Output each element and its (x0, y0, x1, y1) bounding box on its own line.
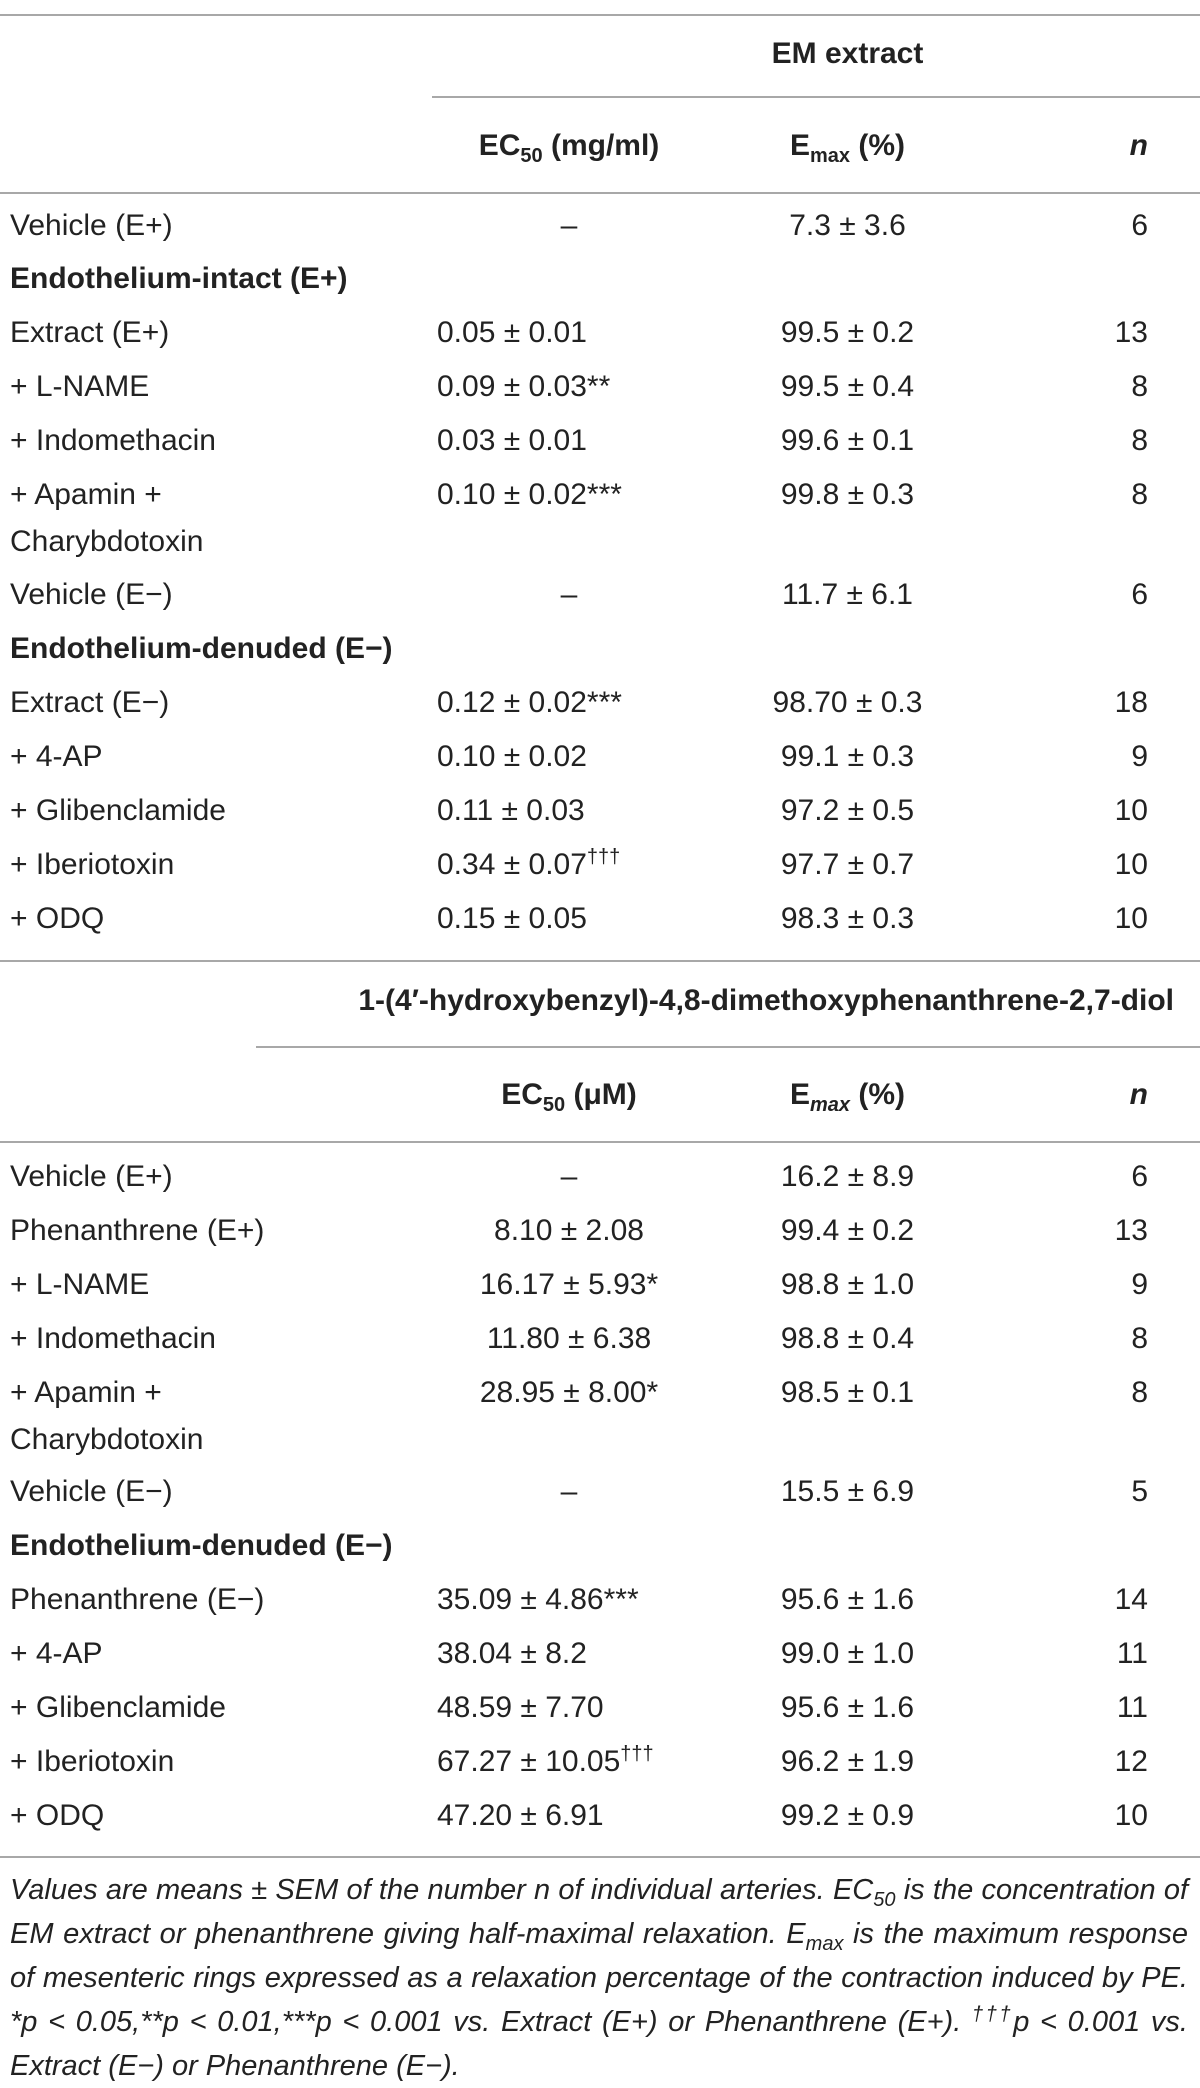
table-row-ec50: 0.12 ± 0.02*** (437, 686, 622, 719)
table-row-label: Extract (E−) (10, 686, 170, 719)
table-row-label-cont: Charybdotoxin (10, 525, 204, 558)
table-row-label: + Iberiotoxin (10, 1745, 175, 1778)
table-row-ec50: 0.05 ± 0.01 (437, 316, 587, 349)
table-row-ec50: 67.27 ± 10.05††† (437, 1743, 654, 1778)
table-row-n: 13 (1114, 316, 1148, 349)
section1-group-title: EM extract (771, 37, 924, 70)
table-row-label-cont: Charybdotoxin (10, 1423, 204, 1456)
table-row-n: 8 (1131, 478, 1148, 511)
table-row-ec50: – (560, 209, 578, 242)
table-row-emax: 97.2 ± 0.5 (780, 794, 915, 827)
table-row-n: 8 (1131, 1376, 1148, 1409)
table-row-emax: 99.4 ± 0.2 (780, 1214, 915, 1247)
section1-emax-header: $E_{max}$ (%) (789, 129, 906, 167)
table-row-emax: 95.6 ± 1.6 (780, 1583, 915, 1616)
section-subheading: Endothelium-intact (E+) (10, 262, 348, 295)
table-row-emax: 98.5 ± 0.1 (780, 1376, 915, 1409)
table-row-emax: 95.6 ± 1.6 (780, 1691, 915, 1724)
table-row-n: 9 (1131, 1268, 1148, 1301)
section2-n-header: n (1129, 1078, 1148, 1111)
table-row-label: + ODQ (10, 902, 105, 935)
table-row-label: Phenanthrene (E+) (10, 1214, 265, 1247)
table-row-n: 10 (1114, 848, 1148, 881)
section2-group-title: 1-(4′-hydroxybenzyl)-4,8-dimethoxyphenanthrene-2,7-diol (358, 984, 1174, 1017)
table-row-ec50: 0.34 ± 0.07††† (437, 846, 621, 881)
table-row-emax: 99.6 ± 0.1 (780, 424, 915, 457)
table-row-ec50: 35.09 ± 4.86*** (437, 1583, 639, 1616)
table-row-n: 13 (1114, 1214, 1148, 1247)
table-row-n: 11 (1116, 1637, 1148, 1670)
table-row-ec50: 28.95 ± 8.00* (479, 1376, 659, 1409)
table-row-ec50: – (560, 1160, 578, 1193)
section1-ec50-header: $EC_{50}$ (mg/ml) (478, 129, 660, 167)
table-row-n: 8 (1131, 424, 1148, 457)
table-row-n: 10 (1114, 794, 1148, 827)
table-row-label: Vehicle (E−) (10, 578, 173, 611)
table-row-label: + ODQ (10, 1799, 105, 1832)
section2-emax-header: $E_{max}$ (%) (789, 1078, 906, 1116)
table-row-label: + Glibenclamide (10, 1691, 226, 1724)
table-row-ec50: 11.80 ± 6.38 (486, 1322, 652, 1355)
table-row-emax: 98.3 ± 0.3 (780, 902, 915, 935)
section1-header-rule (0, 192, 1200, 194)
table-row-emax: 15.5 ± 6.9 (780, 1475, 915, 1508)
table-row-emax: 7.3 ± 3.6 (789, 209, 906, 242)
table-row-ec50: 48.59 ± 7.70 (437, 1691, 604, 1724)
table-row-label: Extract (E+) (10, 316, 170, 349)
table-footnote: Values are means ± SEM of the number n of individual arteries. $EC_{50}$ is the concentration of EM extract or phenanthrene giving half-maximal relaxation. $E_{max}$ is the maximum response of mesenteric rings expressed as a relaxation percentage of the contraction induced by PE. *p < 0.05,**p < 0.01,***p < 0.001 vs. Extract (E+) or Phenanthrene (E+). †††p < 0.001 vs. Extract (E−) or Phenanthrene (E−). (10, 1874, 1188, 2082)
table-row-emax: 99.1 ± 0.3 (780, 740, 915, 773)
table-row-emax: 16.2 ± 8.9 (780, 1160, 915, 1193)
table-row-label: + Iberiotoxin (10, 848, 175, 881)
table-row-label: + 4-AP (10, 1637, 103, 1670)
table-row-label: Vehicle (E−) (10, 1475, 173, 1508)
table-row-n: 6 (1131, 209, 1148, 242)
section2-group-rule (256, 1046, 1200, 1048)
table-row-ec50: 0.03 ± 0.01 (437, 424, 587, 457)
table-row-label: Vehicle (E+) (10, 1160, 173, 1193)
table-row-ec50: 47.20 ± 6.91 (437, 1799, 604, 1832)
table-row-n: 18 (1114, 686, 1148, 719)
table-row-n: 6 (1131, 1160, 1148, 1193)
table-row-label: + 4-AP (10, 740, 103, 773)
table-row-emax: 99.5 ± 0.2 (780, 316, 915, 349)
table-row-emax: 11.7 ± 6.1 (781, 578, 913, 611)
table-row-emax: 99.0 ± 1.0 (780, 1637, 915, 1670)
section2-header-rule (0, 1141, 1200, 1143)
table-row-n: 11 (1116, 1691, 1148, 1724)
table-row-n: 9 (1131, 740, 1148, 773)
table-row-emax: 99.8 ± 0.3 (780, 478, 915, 511)
table-row-label: + Apamin + (10, 478, 162, 511)
table-row-label: + L-NAME (10, 1268, 150, 1301)
table-row-label: + Apamin + (10, 1376, 162, 1409)
table-row-emax: 98.8 ± 0.4 (780, 1322, 915, 1355)
table-row-emax: 97.7 ± 0.7 (780, 848, 915, 881)
table-row-emax: 98.70 ± 0.3 (772, 686, 923, 719)
table-row-ec50: 8.10 ± 2.08 (494, 1214, 644, 1247)
table-row-ec50: 38.04 ± 8.2 (437, 1637, 587, 1670)
table-row-ec50: 0.10 ± 0.02 (437, 740, 587, 773)
table-row-emax: 99.2 ± 0.9 (780, 1799, 915, 1832)
dagger-mark: ††† (586, 846, 621, 868)
section-divider-rule (0, 960, 1200, 962)
table-row-emax: 96.2 ± 1.9 (780, 1745, 915, 1778)
table-row-ec50: – (560, 578, 578, 611)
table-row-n: 10 (1114, 902, 1148, 935)
table-row-label: + Indomethacin (10, 424, 216, 457)
section1-group-rule (432, 96, 1200, 98)
table-row-label: Vehicle (E+) (10, 209, 173, 242)
dagger-mark: ††† (620, 1743, 654, 1765)
table-row-label: Phenanthrene (E−) (10, 1583, 265, 1616)
table-row-label: + L-NAME (10, 370, 150, 403)
table-row-n: 10 (1114, 1799, 1148, 1832)
table-row-ec50: 0.15 ± 0.05 (437, 902, 587, 935)
table-row-n: 5 (1131, 1475, 1148, 1508)
table-top-rule (0, 14, 1200, 16)
table-row-ec50: 0.11 ± 0.03 (437, 794, 585, 827)
section-subheading: Endothelium-denuded (E−) (10, 1529, 393, 1562)
section-subheading: Endothelium-denuded (E−) (10, 632, 393, 665)
table-row-n: 14 (1114, 1583, 1148, 1616)
table-row-ec50: – (560, 1475, 578, 1508)
section1-n-header: n (1129, 129, 1148, 162)
table-row-n: 8 (1131, 1322, 1148, 1355)
table-row-ec50: 0.10 ± 0.02*** (437, 478, 622, 511)
table-row-n: 12 (1114, 1745, 1148, 1778)
table-row-label: + Glibenclamide (10, 794, 226, 827)
table-row-ec50: 0.09 ± 0.03** (437, 370, 611, 403)
section2-ec50-header: $EC_{50}$ (μM) (501, 1078, 637, 1116)
table-row-emax: 98.8 ± 1.0 (780, 1268, 915, 1301)
table-row-n: 6 (1131, 578, 1148, 611)
table-bottom-rule (0, 1856, 1200, 1858)
table-row-n: 8 (1131, 370, 1148, 403)
table-row-emax: 99.5 ± 0.4 (780, 370, 915, 403)
table-row-ec50: 16.17 ± 5.93* (479, 1268, 659, 1301)
table-row-label: + Indomethacin (10, 1322, 216, 1355)
